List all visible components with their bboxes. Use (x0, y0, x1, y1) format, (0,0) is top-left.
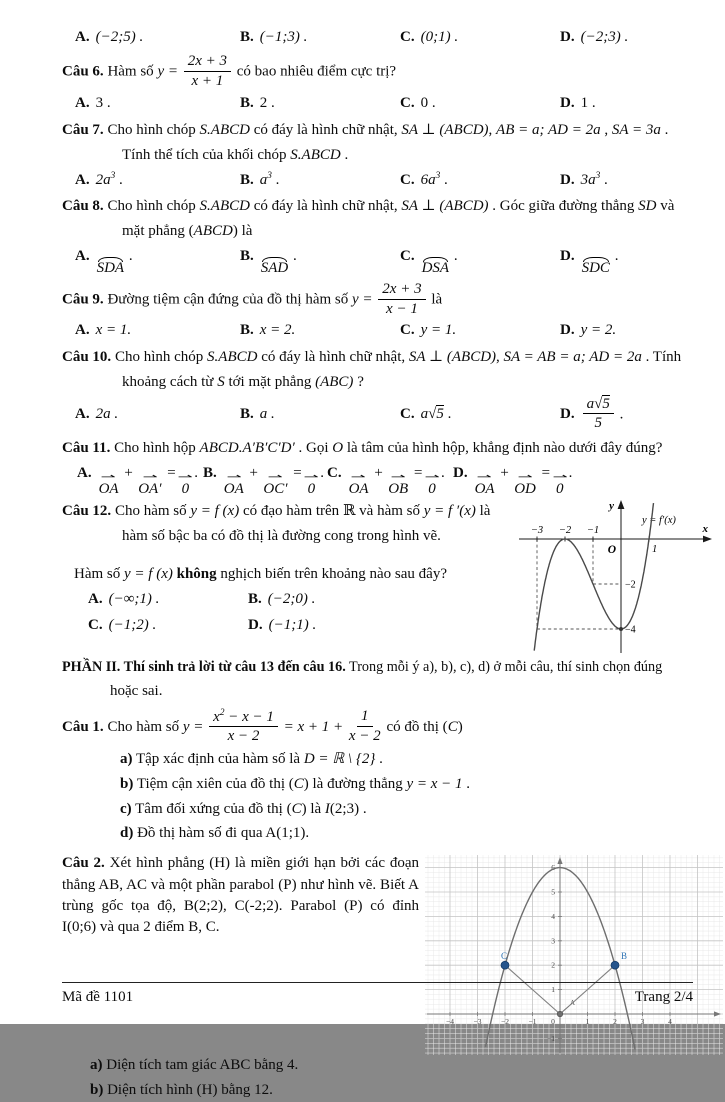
option-c: C. (−1;2) . (88, 617, 157, 634)
option-a: A. (−2;5) . (75, 29, 144, 45)
option-a: A. SDA . (75, 247, 133, 276)
q9-statement: Câu 9. Đường tiệm cận đứng của đồ thị hàm số y = $\frac{2x + 3}{x - 1}$ là (62, 280, 443, 317)
q10-options-row (75, 397, 667, 434)
q5-options-row (75, 27, 667, 49)
option-a: A. $2a^3$ . (75, 170, 123, 188)
svg-text:1: 1 (551, 985, 555, 995)
option-c: C. a√5 . (400, 406, 452, 423)
svg-text:4: 4 (551, 912, 555, 922)
q6-options-row (75, 93, 667, 115)
option-d: D. 1 . (560, 95, 596, 112)
option-b: B. (−2;0) . (248, 590, 316, 607)
svg-text:−1: −1 (547, 1034, 555, 1044)
svg-text:−4: −4 (625, 624, 636, 636)
option-a: A. 2a . (75, 406, 119, 423)
p2q2-block (62, 853, 672, 1102)
q12-statement-line2: hàm số bậc ba có đồ thị là đường cong trong hình vẽ. (122, 528, 441, 545)
svg-text:−2: −2 (625, 579, 636, 591)
svg-text:3: 3 (551, 936, 555, 946)
option-b: B. 2 . (240, 95, 275, 112)
option-c: C. $6a^3$ . (400, 170, 448, 188)
option-a: A. (−∞;1) . (88, 590, 160, 607)
page-number: Trang 2/4 (634, 989, 693, 1005)
option-d: D. $\frac{a√5}{5}$ . (560, 395, 624, 432)
option-b: B. $a^3$ . (240, 170, 280, 188)
part2-heading-line1: PHẦN II. Thí sinh trả lời từ câu 13 đến câu 16. Trong mỗi ý a), b), c), d) ở mỗi câu, thí sinh chọn đúng (62, 659, 663, 676)
option-d: D. y = 2. (560, 322, 617, 339)
q6-statement: Câu 6. Hàm số y = $\frac{2x + 3}{x + 1}$ có bao nhiêu điểm cực trị? (62, 52, 397, 89)
q8-statement-line2: mặt phẳng (ABCD) là (122, 223, 253, 240)
svg-text:O: O (607, 544, 616, 557)
option-b: B. SAD . (240, 247, 297, 276)
svg-text:−4: −4 (446, 1017, 454, 1027)
p2q1-item-a: a) Tập xác định của hàm số là D = ℝ \ {2} . (120, 751, 383, 768)
q7-statement-line1: Câu 7. Cho hình chóp S.ABCD có đáy là hình chữ nhật, SA ⊥ (ABCD), AB = a; AD = 2a , SA = 3a . (62, 122, 669, 139)
cubic-derivative-figure (515, 497, 715, 655)
svg-text:−1: −1 (528, 1017, 537, 1027)
q11-statement: Câu 11. Cho hình hộp ABCD.A′B′C′D′ . Gọi O là tâm của hình hộp, khẳng định nào dưới đây đúng? (62, 440, 663, 457)
p2q1-item-d: d) Đồ thị hàm số đi qua A(1;1). (120, 825, 310, 842)
svg-text:C: C (500, 951, 508, 962)
option-a: A. x = 1. (75, 322, 132, 339)
option-c: C. DSA . (400, 247, 458, 276)
svg-text:2: 2 (613, 1017, 617, 1027)
option-a: A. 3 . (75, 95, 111, 112)
p2q2-item-b: b) Diện tích hình (H) bằng 12. (90, 1081, 273, 1098)
p2q2-items (90, 1055, 667, 1102)
q9-options-row (75, 320, 667, 342)
option-c: C. ⇀ OA + ⇀ OB = ⇀ 0 . (327, 465, 445, 498)
option-c: C. y = 1. (400, 322, 457, 339)
option-b: B. ⇀ OA + ⇀ OC′ = ⇀ 0 . (203, 465, 325, 498)
option-c: C. 0 . (400, 95, 436, 112)
svg-text:4: 4 (668, 1017, 672, 1027)
q7-statement-line2: Tính thể tích của khối chóp S.ABCD . (122, 146, 349, 163)
exam-code: Mã đề 1101 (62, 989, 134, 1005)
option-b: B. a . (240, 406, 275, 423)
option-d: D. ⇀ OA + ⇀ OD = ⇀ 0 . (453, 465, 573, 498)
svg-text:1: 1 (585, 1017, 590, 1027)
svg-text:−1: −1 (586, 525, 600, 537)
svg-text:B: B (621, 951, 628, 962)
p2q2-item-a: a) Diện tích tam giác ABC bằng 4. (90, 1057, 299, 1074)
option-d: D. $3a^3$ . (560, 170, 608, 188)
svg-text:1: 1 (652, 544, 658, 556)
q8-options-row (75, 246, 667, 276)
q11-options-row (77, 463, 667, 496)
option-b: B. (−1;3) . (240, 29, 308, 45)
q8-statement-line1: Câu 8. Cho hình chóp S.ABCD có đáy là hình chữ nhật, SA ⊥ (ABCD) . Góc giữa đường thẳng SD và (62, 198, 675, 215)
q12-options-grid (88, 589, 488, 638)
svg-text:5: 5 (551, 887, 555, 897)
option-a: A. ⇀ OA + ⇀ OA′ = ⇀ 0 . (77, 465, 199, 498)
p2q1-items (120, 749, 667, 845)
svg-text:−3: −3 (473, 1017, 482, 1027)
svg-text:−3: −3 (530, 525, 544, 537)
p2q2-statement: Câu 2. Xét hình phẳng (H) là miền giới hạn bởi các đoạn thẳng AB, AC và một phần parabol (P) như hình vẽ. Biết A trùng gốc tọa độ, B(2;2), C(-2;2). Parabol (P) có đỉnh I(0;6) và qua 2 điểm B, C. (62, 855, 420, 936)
parabola-figure (425, 855, 723, 1055)
option-d: D. (−1;1) . (248, 617, 317, 634)
svg-text:6: 6 (551, 863, 555, 873)
option-b: B. x = 2. (240, 322, 296, 339)
part2-heading-line2: hoặc sai. (110, 682, 163, 699)
svg-text:0: 0 (551, 1017, 555, 1027)
svg-text:A: A (570, 999, 576, 1008)
svg-text:3: 3 (640, 1017, 645, 1027)
option-c: C. (0;1) . (400, 29, 459, 45)
p2q1-item-c: c) Tâm đối xứng của đồ thị (C) là I(2;3) . (120, 800, 367, 817)
option-d: D. (−2;3) . (560, 29, 629, 45)
p2q1-statement: Câu 1. Cho hàm số y = $\frac{x^2 - x - 1}{x - 2}$ = x + 1 + $\frac{1}{x - 2}$ có đồ thị (C) (62, 707, 463, 745)
q12-question: Hàm số y = f (x) không nghịch biến trên khoảng nào sau đây? (74, 565, 447, 582)
q7-options-row (75, 170, 667, 192)
svg-text:y = f′(x): y = f′(x) (642, 515, 676, 527)
svg-text:2: 2 (551, 960, 555, 970)
q12-statement-line1: Câu 12. Cho hàm số y = f (x) có đạo hàm trên ℝ và hàm số y = f ′(x) là (62, 503, 491, 520)
page-footer (62, 982, 693, 1009)
q12-block (62, 500, 708, 637)
option-d: D. SDC . (560, 247, 619, 276)
p2q1-item-b: b) Tiệm cận xiên của đồ thị (C) là đường thẳng y = x − 1 . (120, 775, 471, 792)
q10-statement-line1: Câu 10. Cho hình chóp S.ABCD có đáy là hình chữ nhật, SA ⊥ (ABCD), SA = AB = a; AD = 2a . Tính (62, 349, 682, 366)
svg-text:y: y (609, 500, 614, 513)
svg-text:x: x (702, 523, 708, 536)
svg-text:−2: −2 (558, 525, 572, 537)
q10-statement-line2: khoảng cách từ S tới mặt phẳng (ABC) ? (122, 373, 364, 390)
svg-text:−2: −2 (501, 1017, 509, 1027)
